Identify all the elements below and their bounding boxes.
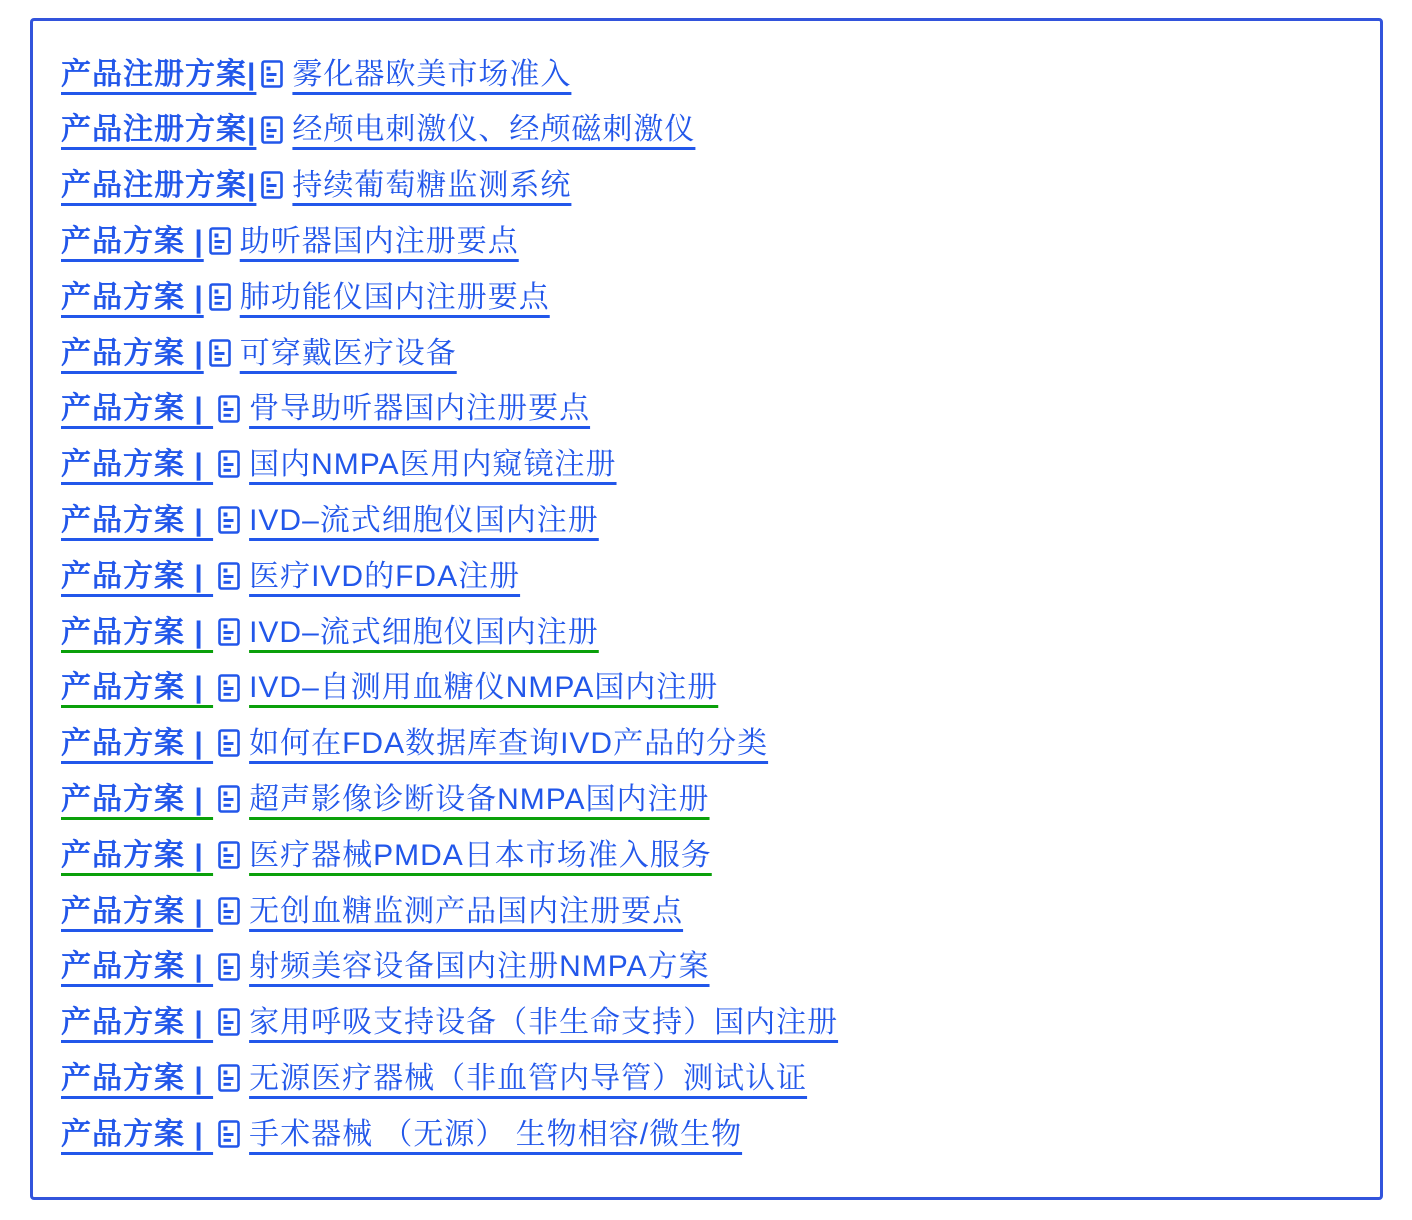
- article-link[interactable]: [61, 727, 768, 762]
- document-text-icon: [209, 227, 231, 255]
- list-item: [61, 828, 1370, 884]
- row-prefix: 产品方案 |: [61, 950, 214, 984]
- document-text-icon: [218, 953, 240, 981]
- list-item: [61, 47, 1370, 103]
- list-item: [61, 326, 1370, 382]
- row-prefix: 产品方案 |: [61, 1117, 214, 1151]
- list-item: [61, 1051, 1370, 1107]
- article-title: 持续葡萄糖监测系统: [292, 169, 572, 203]
- article-link[interactable]: [61, 895, 683, 930]
- article-link[interactable]: [61, 281, 550, 316]
- article-link[interactable]: [61, 671, 718, 706]
- article-link[interactable]: [61, 58, 571, 93]
- row-prefix: 产品方案 |: [61, 1006, 214, 1040]
- list-item: [61, 717, 1370, 773]
- document-text-icon: [218, 562, 240, 590]
- list-item: [61, 159, 1370, 215]
- document-text-icon: [218, 395, 240, 423]
- row-prefix: 产品方案 |: [61, 894, 214, 928]
- article-link[interactable]: [61, 504, 599, 539]
- row-prefix: 产品方案 |: [61, 448, 214, 482]
- article-link[interactable]: [61, 560, 520, 595]
- list-item: [61, 382, 1370, 438]
- article-title: 经颅电刺激仪、经颅磁刺激仪: [292, 113, 696, 147]
- article-title: 无创血糖监测产品国内注册要点: [249, 894, 684, 928]
- document-text-icon: [218, 674, 240, 702]
- list-item: [61, 1107, 1370, 1163]
- content-frame: [30, 18, 1383, 1200]
- list-item: [61, 493, 1370, 549]
- row-prefix: 产品方案 |: [61, 838, 214, 872]
- article-link[interactable]: [61, 1006, 838, 1041]
- document-text-icon: [218, 897, 240, 925]
- article-link[interactable]: [61, 783, 710, 818]
- document-text-icon: [218, 1008, 240, 1036]
- article-title: IVD–流式细胞仪国内注册: [249, 615, 599, 649]
- row-prefix: 产品方案 |: [61, 615, 214, 649]
- document-text-icon: [218, 618, 240, 646]
- article-link[interactable]: [61, 113, 695, 148]
- row-prefix: 产品方案 |: [61, 280, 204, 314]
- document-text-icon: [209, 339, 231, 367]
- document-text-icon: [218, 785, 240, 813]
- article-link[interactable]: [61, 337, 457, 372]
- list-item: [61, 996, 1370, 1052]
- article-link[interactable]: [61, 839, 712, 874]
- article-link[interactable]: [61, 1062, 807, 1097]
- article-link[interactable]: [61, 448, 617, 483]
- row-prefix: 产品注册方案|: [61, 169, 257, 203]
- article-title: 如何在FDA数据库查询IVD产品的分类: [249, 727, 769, 761]
- document-text-icon: [218, 1064, 240, 1092]
- list-item: [61, 438, 1370, 494]
- row-prefix: 产品方案 |: [61, 225, 204, 259]
- row-prefix: 产品方案 |: [61, 392, 214, 426]
- article-title: 手术器械 （无源） 生物相容/微生物: [249, 1117, 743, 1151]
- list-item: [61, 549, 1370, 605]
- list-item: [61, 605, 1370, 661]
- article-title: 家用呼吸支持设备（非生命支持）国内注册: [249, 1006, 839, 1040]
- row-prefix: 产品方案 |: [61, 336, 204, 370]
- row-prefix: 产品方案 |: [61, 504, 214, 538]
- article-title: 医疗IVD的FDA注册: [249, 559, 521, 593]
- list-item: [61, 884, 1370, 940]
- document-text-icon: [218, 841, 240, 869]
- document-text-icon: [218, 1120, 240, 1148]
- article-title: 骨导助听器国内注册要点: [249, 392, 591, 426]
- article-title: 超声影像诊断设备NMPA国内注册: [249, 783, 710, 816]
- article-title: 医疗器械PMDA日本市场准入服务: [249, 838, 712, 872]
- article-title: 助听器国内注册要点: [239, 225, 519, 259]
- row-prefix: 产品注册方案|: [61, 57, 257, 91]
- list-item: [61, 772, 1370, 828]
- article-link-list: [61, 47, 1370, 1163]
- document-text-icon: [218, 450, 240, 478]
- list-item: [61, 661, 1370, 717]
- article-link[interactable]: [61, 1118, 742, 1153]
- row-prefix: 产品方案 |: [61, 559, 214, 593]
- row-prefix: 产品注册方案|: [61, 113, 257, 147]
- article-title: 肺功能仪国内注册要点: [239, 280, 550, 314]
- article-title: IVD–自测用血糖仪NMPA国内注册: [249, 671, 719, 705]
- row-prefix: 产品方案 |: [61, 1061, 214, 1095]
- list-item: [61, 103, 1370, 159]
- article-link[interactable]: [61, 169, 571, 204]
- document-text-icon: [218, 729, 240, 757]
- document-text-icon: [261, 60, 283, 88]
- article-title: 无源医疗器械（非血管内导管）测试认证: [249, 1061, 808, 1095]
- article-link[interactable]: [61, 392, 590, 427]
- row-prefix: 产品方案 |: [61, 671, 214, 705]
- article-title: 国内NMPA医用内窥镜注册: [249, 448, 617, 482]
- list-item: [61, 214, 1370, 270]
- list-item: [61, 270, 1370, 326]
- document-text-icon: [209, 283, 231, 311]
- article-link[interactable]: [61, 225, 519, 260]
- document-text-icon: [261, 116, 283, 144]
- article-title: 射频美容设备国内注册NMPA方案: [249, 950, 710, 984]
- article-title: 雾化器欧美市场准入: [292, 57, 572, 91]
- row-prefix: 产品方案 |: [61, 783, 214, 816]
- article-title: IVD–流式细胞仪国内注册: [249, 504, 599, 538]
- document-text-icon: [218, 506, 240, 534]
- article-link[interactable]: [61, 950, 710, 985]
- article-title: 可穿戴医疗设备: [239, 336, 457, 370]
- list-item: [61, 940, 1370, 996]
- article-link[interactable]: [61, 616, 599, 651]
- document-text-icon: [261, 171, 283, 199]
- row-prefix: 产品方案 |: [61, 727, 214, 761]
